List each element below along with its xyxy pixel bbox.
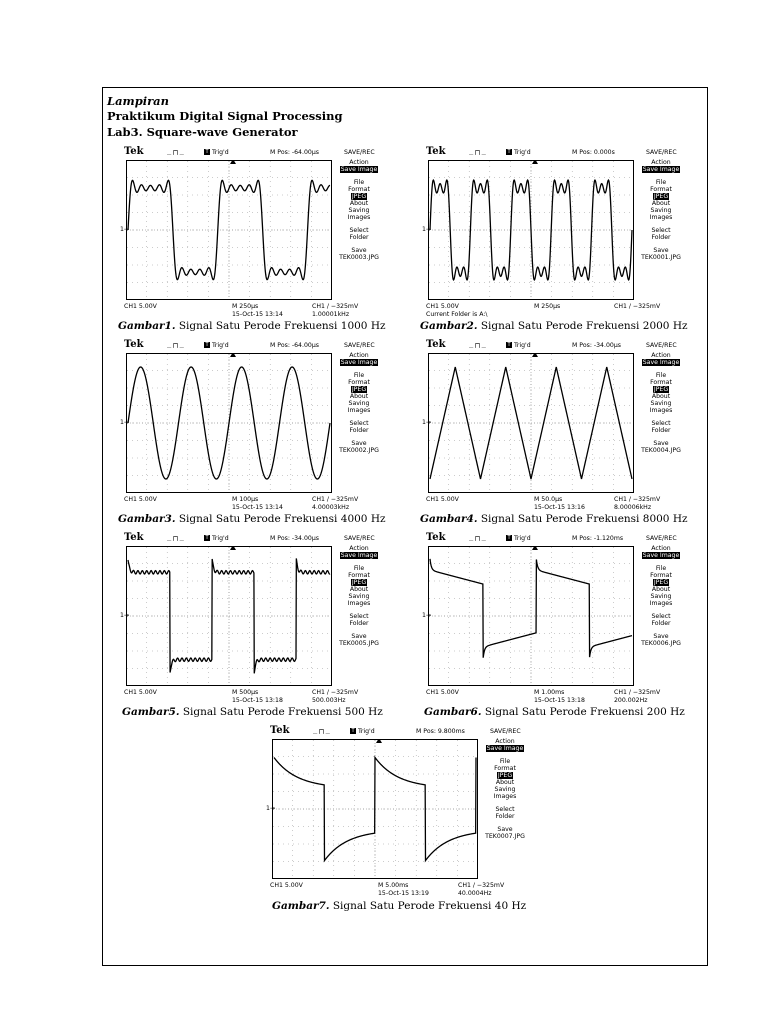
menu-filename[interactable]: TEK0005.JPG — [339, 640, 379, 647]
m-pos: M Pos: -64.00µs — [270, 149, 319, 156]
oscilloscope-capture-2 — [422, 147, 692, 323]
menu-file-label[interactable]: File — [655, 372, 667, 379]
menu-folder[interactable]: Folder — [349, 234, 369, 241]
time-scale: M 250µs — [534, 303, 561, 310]
trigger-pulse-icon: _┌┐_ — [469, 147, 486, 155]
menu-save[interactable]: Save — [497, 826, 513, 833]
trigger-pulse-icon: _┌┐_ — [167, 147, 184, 155]
caption-label: Gambar1. — [118, 320, 176, 332]
menu-file-label[interactable]: File — [353, 372, 365, 379]
measured-frequency: 8.00006kHz — [614, 504, 652, 511]
menu-file-label[interactable]: File — [655, 179, 667, 186]
trig-label: Trig'd — [514, 149, 531, 156]
menu-filename[interactable]: TEK0003.JPG — [339, 254, 379, 261]
trig-status — [506, 535, 531, 542]
oscilloscope-capture-4 — [422, 340, 692, 516]
tek-logo: Tek — [426, 532, 446, 543]
measured-frequency: 200.002Hz — [614, 697, 648, 704]
m-pos: M Pos: -1.120ms — [572, 535, 624, 542]
menu-saving[interactable]: Saving — [650, 593, 672, 600]
document-subtitle: Lab3. Square-wave Generator — [107, 125, 298, 139]
menu-file-label[interactable]: File — [353, 179, 365, 186]
trigger-pulse-icon: _┌┐_ — [167, 533, 184, 541]
menu-format-label[interactable]: Format — [494, 765, 516, 772]
trigger-level: CH1 ∕ −325mV — [312, 496, 359, 503]
menu-saving[interactable]: Saving — [650, 400, 672, 407]
ch1-scale: CH1 5.00V — [124, 496, 157, 503]
save-rec-menu — [339, 159, 379, 261]
trig-label: Trig'd — [514, 535, 531, 542]
trig-status — [204, 149, 229, 156]
menu-save-image[interactable]: Save Image — [642, 166, 680, 173]
trigger-level: CH1 ∕ −325mV — [614, 303, 661, 310]
trig-label: Trig'd — [212, 149, 229, 156]
caption-label: Gambar3. — [118, 513, 176, 525]
figure-caption — [118, 513, 386, 525]
menu-format-label[interactable]: Format — [348, 379, 370, 386]
menu-about[interactable]: About — [349, 586, 369, 593]
menu-select[interactable]: Select — [651, 227, 671, 234]
capture-date: 15-Oct-15 13:18 — [534, 697, 585, 704]
document-title: Praktikum Digital Signal Processing — [107, 109, 343, 123]
save-rec-menu — [485, 738, 525, 840]
capture-date: 15-Oct-15 13:16 — [534, 504, 585, 511]
trigger-t-icon: T — [205, 535, 209, 541]
lampiran-label: Lampiran — [107, 94, 169, 108]
menu-saving[interactable]: Saving — [494, 786, 516, 793]
measured-frequency: 40.0004Hz — [458, 890, 492, 897]
menu-jpeg[interactable]: JPEG — [497, 772, 513, 779]
menu-save[interactable]: Save — [351, 440, 367, 447]
caption-label: Gambar4. — [420, 513, 478, 525]
menu-save-image[interactable]: Save Image — [486, 745, 524, 752]
menu-folder[interactable]: Folder — [349, 427, 369, 434]
trig-label: Trig'd — [358, 728, 375, 735]
menu-jpeg[interactable]: JPEG — [653, 386, 669, 393]
menu-images[interactable]: Images — [649, 600, 673, 607]
menu-images[interactable]: Images — [347, 214, 371, 221]
measured-frequency: 4.00003kHz — [312, 504, 350, 511]
menu-filename[interactable]: TEK0006.JPG — [641, 640, 681, 647]
caption-label: Gambar6. — [424, 706, 482, 718]
menu-select[interactable]: Select — [651, 420, 671, 427]
scope-screen — [428, 160, 634, 300]
scope-screen — [428, 546, 634, 686]
menu-action-label[interactable]: Action — [651, 545, 671, 552]
trigger-t-icon: T — [507, 342, 511, 348]
time-scale: M 5.00ms — [378, 882, 409, 889]
menu-about[interactable]: About — [651, 393, 671, 400]
menu-about[interactable]: About — [495, 779, 515, 786]
tek-logo: Tek — [124, 532, 144, 543]
scope-screen — [126, 546, 332, 686]
capture-date: 15-Oct-15 13:18 — [232, 697, 283, 704]
ch1-ground-marker: 1→ — [120, 612, 130, 619]
save-rec-title: SAVE/REC — [344, 149, 375, 156]
menu-format-label[interactable]: Format — [348, 572, 370, 579]
trig-status — [506, 149, 531, 156]
m-pos: M Pos: -34.00µs — [572, 342, 621, 349]
trig-status — [350, 728, 375, 735]
menu-save[interactable]: Save — [351, 633, 367, 640]
figure-caption — [420, 320, 688, 332]
menu-folder[interactable]: Folder — [651, 620, 671, 627]
figure-caption — [420, 513, 688, 525]
menu-about[interactable]: About — [651, 586, 671, 593]
caption-text: Signal Satu Perode Frekuensi 2000 Hz — [477, 320, 688, 332]
save-rec-menu — [641, 159, 681, 261]
measured-frequency: 500.003Hz — [312, 697, 346, 704]
caption-text: Signal Satu Perode Frekuensi 500 Hz — [179, 706, 383, 718]
save-rec-title: SAVE/REC — [490, 728, 521, 735]
trigger-pulse-icon: _┌┐_ — [469, 533, 486, 541]
time-scale: M 50.0µs — [534, 496, 563, 503]
menu-select[interactable]: Select — [349, 613, 369, 620]
menu-jpeg[interactable]: JPEG — [653, 193, 669, 200]
menu-action-label[interactable]: Action — [651, 159, 671, 166]
menu-action-label[interactable]: Action — [495, 738, 515, 745]
menu-about[interactable]: About — [651, 200, 671, 207]
menu-format-label[interactable]: Format — [650, 572, 672, 579]
menu-about[interactable]: About — [349, 200, 369, 207]
oscilloscope-capture-6 — [422, 533, 692, 709]
figure-caption — [122, 706, 383, 718]
ch1-ground-marker: 1→ — [422, 226, 432, 233]
save-rec-title: SAVE/REC — [344, 535, 375, 542]
tek-logo: Tek — [270, 725, 290, 736]
ch1-scale: CH1 5.00V — [124, 689, 157, 696]
menu-filename[interactable]: TEK0007.JPG — [485, 833, 525, 840]
ch1-ground-marker: 1→ — [120, 226, 130, 233]
menu-select[interactable]: Select — [349, 420, 369, 427]
trig-label: Trig'd — [212, 535, 229, 542]
menu-saving[interactable]: Saving — [348, 593, 370, 600]
trigger-t-icon: T — [205, 149, 209, 155]
menu-images[interactable]: Images — [649, 407, 673, 414]
menu-folder[interactable]: Folder — [651, 234, 671, 241]
trig-status — [506, 342, 531, 349]
menu-saving[interactable]: Saving — [348, 400, 370, 407]
menu-filename[interactable]: TEK0002.JPG — [339, 447, 379, 454]
menu-images[interactable]: Images — [493, 793, 517, 800]
trigger-pulse-icon: _┌┐_ — [313, 726, 330, 734]
menu-select[interactable]: Select — [651, 613, 671, 620]
caption-text: Signal Satu Perode Frekuensi 40 Hz — [329, 900, 527, 912]
capture-date: 15-Oct-15 13:19 — [378, 890, 429, 897]
scope-screen — [126, 353, 332, 493]
menu-file-label[interactable]: File — [353, 565, 365, 572]
m-pos: M Pos: -64.00µs — [270, 342, 319, 349]
ch1-scale: CH1 5.00V — [270, 882, 303, 889]
menu-save-image[interactable]: Save Image — [340, 166, 378, 173]
ch1-ground-marker: 1→ — [422, 612, 432, 619]
ch1-scale: CH1 5.00V — [124, 303, 157, 310]
figure-caption — [118, 320, 386, 332]
menu-jpeg[interactable]: JPEG — [351, 579, 367, 586]
save-rec-menu — [641, 352, 681, 454]
oscilloscope-capture-5 — [120, 533, 390, 709]
menu-select[interactable]: Select — [349, 227, 369, 234]
capture-date: 15-Oct-15 13:14 — [232, 311, 283, 318]
save-rec-title: SAVE/REC — [344, 342, 375, 349]
trigger-level: CH1 ∕ −325mV — [312, 689, 359, 696]
trigger-pulse-icon: _┌┐_ — [167, 340, 184, 348]
caption-label: Gambar2. — [420, 320, 478, 332]
oscilloscope-capture-3 — [120, 340, 390, 516]
ch1-scale: CH1 5.00V — [426, 303, 459, 310]
m-pos: M Pos: 0.000s — [572, 149, 615, 156]
menu-saving[interactable]: Saving — [650, 207, 672, 214]
menu-action-label[interactable]: Action — [349, 159, 369, 166]
menu-format-label[interactable]: Format — [650, 379, 672, 386]
ch1-scale: CH1 5.00V — [426, 496, 459, 503]
menu-format-label[interactable]: Format — [650, 186, 672, 193]
menu-file-label[interactable]: File — [655, 565, 667, 572]
tek-logo: Tek — [426, 339, 446, 350]
menu-saving[interactable]: Saving — [348, 207, 370, 214]
menu-save-image[interactable]: Save Image — [340, 359, 378, 366]
save-rec-menu — [339, 352, 379, 454]
scope-screen — [272, 739, 478, 879]
save-rec-menu — [641, 545, 681, 647]
trigger-level: CH1 ∕ −325mV — [614, 496, 661, 503]
menu-format-label[interactable]: Format — [348, 186, 370, 193]
menu-save[interactable]: Save — [653, 247, 669, 254]
menu-save-image[interactable]: Save Image — [642, 359, 680, 366]
trigger-t-icon: T — [205, 342, 209, 348]
menu-save[interactable]: Save — [351, 247, 367, 254]
menu-jpeg[interactable]: JPEG — [351, 193, 367, 200]
menu-images[interactable]: Images — [347, 600, 371, 607]
save-rec-title: SAVE/REC — [646, 535, 677, 542]
trig-label: Trig'd — [514, 342, 531, 349]
time-scale: M 100µs — [232, 496, 259, 503]
current-folder-note: Current Folder is A:\ — [426, 311, 488, 318]
trigger-level: CH1 ∕ −325mV — [614, 689, 661, 696]
caption-text: Signal Satu Perode Frekuensi 4000 Hz — [175, 513, 386, 525]
caption-label: Gambar5. — [122, 706, 180, 718]
menu-save[interactable]: Save — [653, 440, 669, 447]
menu-save[interactable]: Save — [653, 633, 669, 640]
scope-screen — [126, 160, 332, 300]
time-scale: M 250µs — [232, 303, 259, 310]
menu-save-image[interactable]: Save Image — [642, 552, 680, 559]
trigger-t-icon: T — [507, 149, 511, 155]
menu-jpeg[interactable]: JPEG — [653, 579, 669, 586]
menu-images[interactable]: Images — [649, 214, 673, 221]
menu-action-label[interactable]: Action — [651, 352, 671, 359]
menu-filename[interactable]: TEK0001.JPG — [641, 254, 681, 261]
menu-select[interactable]: Select — [495, 806, 515, 813]
scope-screen — [428, 353, 634, 493]
oscilloscope-capture-7 — [266, 726, 536, 902]
menu-folder[interactable]: Folder — [495, 813, 515, 820]
figure-caption — [272, 900, 526, 912]
menu-images[interactable]: Images — [347, 407, 371, 414]
menu-save-image[interactable]: Save Image — [340, 552, 378, 559]
trigger-level: CH1 ∕ −325mV — [458, 882, 505, 889]
trig-label: Trig'd — [212, 342, 229, 349]
save-rec-title: SAVE/REC — [646, 342, 677, 349]
caption-text: Signal Satu Perode Frekuensi 1000 Hz — [175, 320, 386, 332]
trig-status — [204, 535, 229, 542]
menu-file-label[interactable]: File — [499, 758, 511, 765]
save-rec-title: SAVE/REC — [646, 149, 677, 156]
menu-folder[interactable]: Folder — [349, 620, 369, 627]
save-rec-menu — [339, 545, 379, 647]
tek-logo: Tek — [426, 146, 446, 157]
trigger-pulse-icon: _┌┐_ — [469, 340, 486, 348]
menu-filename[interactable]: TEK0004.JPG — [641, 447, 681, 454]
menu-folder[interactable]: Folder — [651, 427, 671, 434]
menu-action-label[interactable]: Action — [349, 545, 369, 552]
m-pos: M Pos: 9.800ms — [416, 728, 465, 735]
figure-caption — [424, 706, 685, 718]
trigger-t-icon: T — [507, 535, 511, 541]
measured-frequency: 1.00001kHz — [312, 311, 350, 318]
ch1-ground-marker: 1→ — [422, 419, 432, 426]
menu-about[interactable]: About — [349, 393, 369, 400]
menu-jpeg[interactable]: JPEG — [351, 386, 367, 393]
tek-logo: Tek — [124, 339, 144, 350]
menu-action-label[interactable]: Action — [349, 352, 369, 359]
m-pos: M Pos: -34.00µs — [270, 535, 319, 542]
ch1-ground-marker: 1→ — [120, 419, 130, 426]
ch1-scale: CH1 5.00V — [426, 689, 459, 696]
ch1-ground-marker: 1→ — [266, 805, 276, 812]
caption-label: Gambar7. — [272, 900, 330, 912]
oscilloscope-capture-1 — [120, 147, 390, 323]
capture-date: 15-Oct-15 13:14 — [232, 504, 283, 511]
trigger-t-icon: T — [351, 728, 355, 734]
caption-text: Signal Satu Perode Frekuensi 8000 Hz — [477, 513, 688, 525]
tek-logo: Tek — [124, 146, 144, 157]
time-scale: M 1.00ms — [534, 689, 565, 696]
caption-text: Signal Satu Perode Frekuensi 200 Hz — [481, 706, 685, 718]
trigger-level: CH1 ∕ −325mV — [312, 303, 359, 310]
time-scale: M 500µs — [232, 689, 259, 696]
trig-status — [204, 342, 229, 349]
